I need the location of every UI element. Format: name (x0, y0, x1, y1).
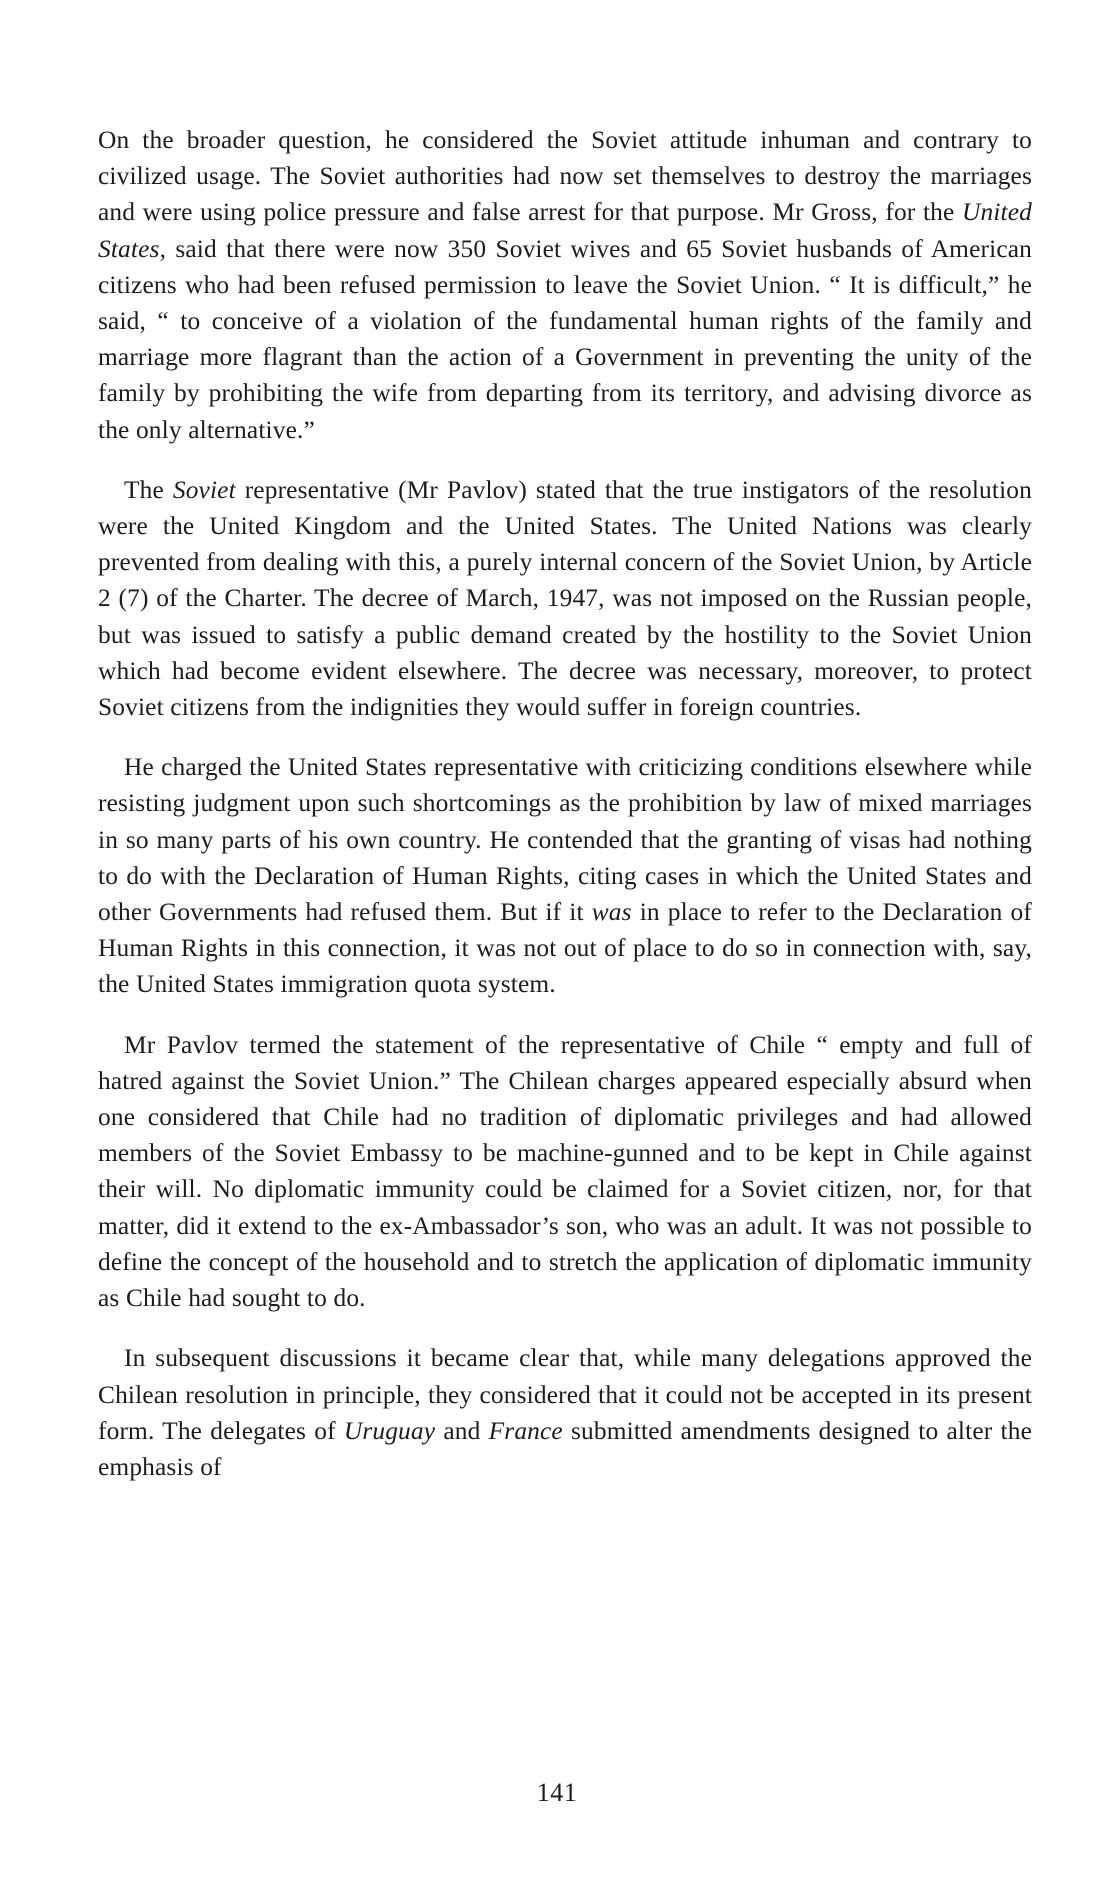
paragraph-5-text-a: In subsequent discussions it became clear that, while many delegations approved the Chilean resolution in principle, they considered that it could not be accepted in its present form. The delegates of (98, 1344, 1032, 1445)
paragraph-1-text-a: On the broader question, he considered the Soviet attitude inhuman and contrary to civilized usage. The Soviet authorities had now set themselves to destroy the marriages and were using police pressure and false arrest for that purpose. Mr Gross, for the (98, 126, 1032, 227)
paragraph-2-text-a: The (124, 475, 173, 504)
page-body (98, 122, 1032, 1509)
paragraph-4 (98, 1027, 1032, 1317)
paragraph-3 (98, 749, 1032, 1002)
paragraph-1-emphasis-united-states: United States (98, 198, 1032, 263)
paragraph-5-text-b: and (435, 1416, 489, 1445)
paragraph-1 (98, 122, 1032, 448)
paragraph-2-text-b: representative (Mr Pavlov) stated that the true instigators of the resolution were the United Kingdom and the United States. The United Nations was clearly prevented from dealing with this, a purely internal concern of the Soviet Union, by Article 2 (7) of the Charter. The decree of March, 1947, was not imposed on the Russian people, but was issued to satisfy a public demand created by the hostility to the Soviet Union which had become evident elsewhere. The decree was necessary, moreover, to protect Soviet citizens from the indignities they would suffer in foreign countries. (98, 475, 1032, 722)
paragraph-5-text-c: submitted amendments designed to alter the emphasis of (98, 1416, 1033, 1481)
paragraph-3-text-b: in place to refer to the Declaration of Human Rights in this connection, it was not out of place to do so in connection with, say, the United States immigration quota system. (98, 898, 1033, 999)
paragraph-3-text-a: He charged the United States representative with criticizing conditions elsewhere while resisting judgment upon such shortcomings as the prohibition by law of mixed marriages in so many parts of his own country. He contended that the granting of visas had nothing to do with the Declaration of Human Rights, citing cases in which the United States and other Governments had refused them. But if it (98, 753, 1032, 927)
paragraph-5 (98, 1340, 1032, 1485)
paragraph-3-emphasis-was: was (591, 898, 632, 927)
paragraph-2-emphasis-soviet: Soviet (172, 475, 236, 504)
paragraph-4-text: Mr Pavlov termed the statement of the representative of Chile “ empty and full of hatred against the Soviet Union.” The Chilean charges appeared especially absurd when one considered that Chile had no tradition of diplomatic privileges and had allowed members of the Soviet Embassy to be machine-gunned and to be kept in Chile against their will. No diplomatic immunity could be claimed for a Soviet citizen, nor, for that matter, did it extend to the ex-Ambassador’s son, who was an adult. It was not possible to define the concept of the household and to stretch the application of diplomatic immunity as Chile had sought to do. (98, 1030, 1032, 1313)
paragraph-5-emphasis-uruguay: Uruguay (343, 1416, 436, 1445)
page-number: 141 (536, 1778, 578, 1807)
paragraph-2 (98, 472, 1032, 725)
paragraph-1-text-b: , said that there were now 350 Soviet wives and 65 Soviet husbands of American citizens who had been refused permission to leave the Soviet Union. “ It is difficult,” he said, “ to conceive of a violation of the fundamental human rights of the family and marriage more flagrant than the action of a Government in preventing the unity of the family by prohibiting the wife from departing from its territory, and advising divorce as the only alternative.” (98, 234, 1032, 444)
paragraph-5-emphasis-france: France (488, 1416, 563, 1445)
